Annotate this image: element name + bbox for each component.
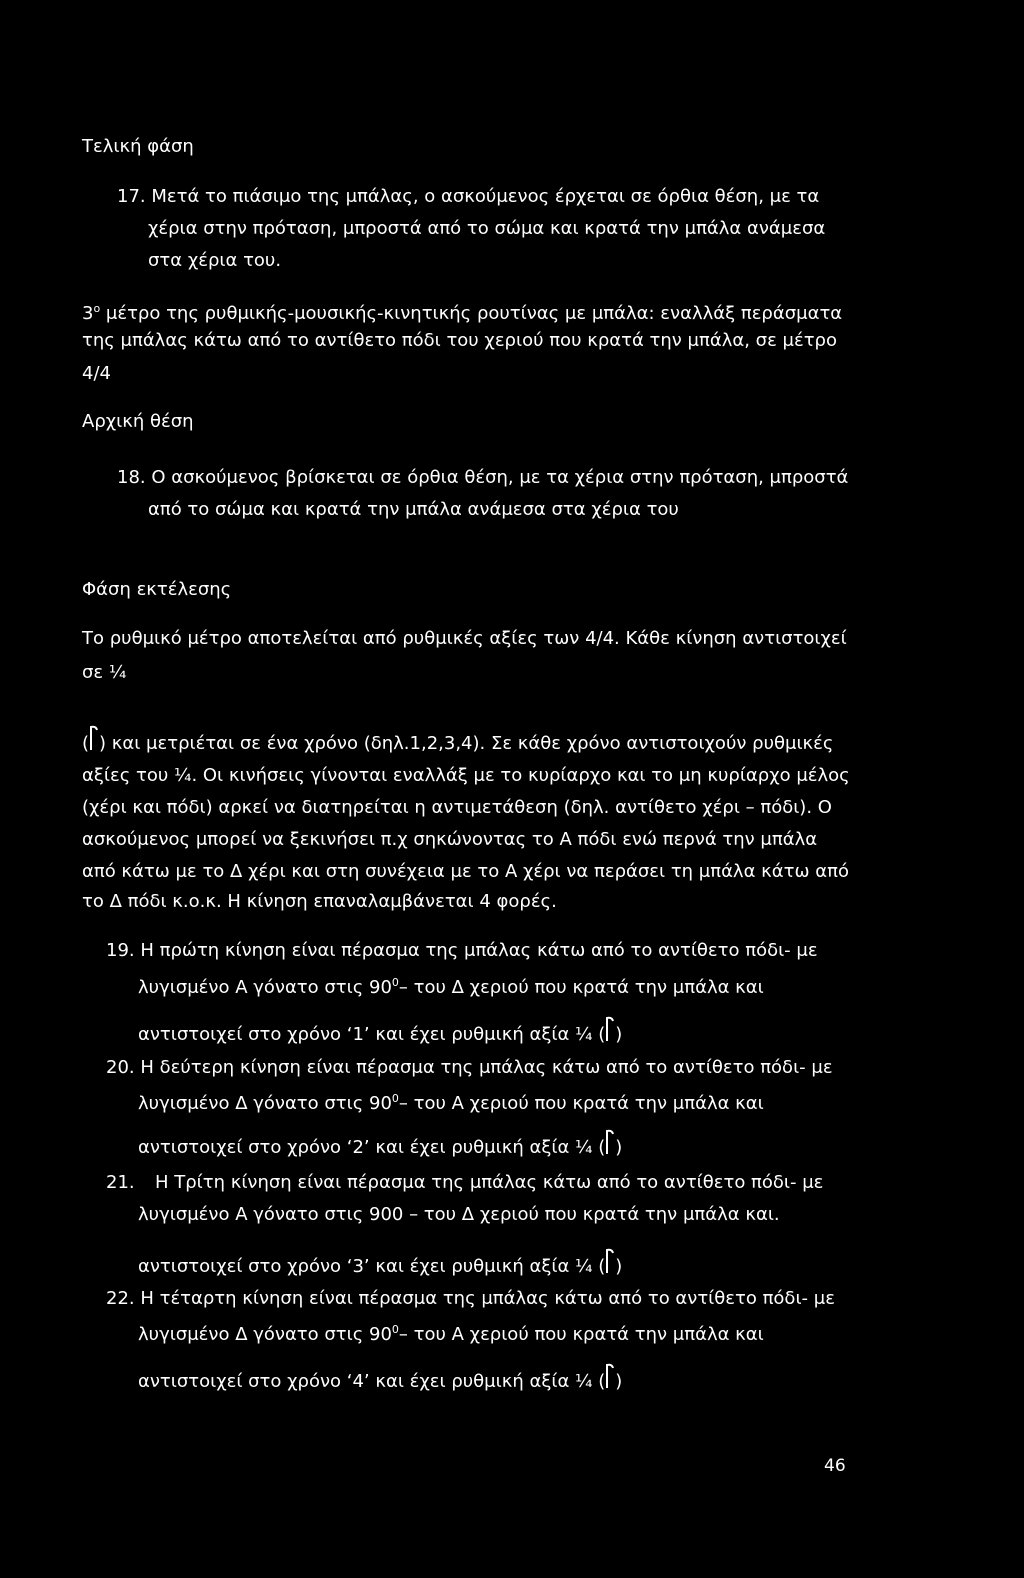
item-21-line-2: λυγισμένο Α γόνατο στις 900 – του Δ χεριού που κρατά την μπάλα και. [138, 1204, 780, 1225]
execution-p2-line-1-text: ) και μετριέται σε ένα χρόνο (δηλ.1,2,3,4). Σε κάθε χρόνο αντιστοιχούν ρυθμικές [99, 733, 834, 754]
item-21-line-3a: αντιστοιχεί στο χρόνο ‘3’ και έχει ρυθμική αξία ¼ ( [138, 1256, 606, 1277]
item-22-line-2a: λυγισμένο Δ γόνατο στις 90 [138, 1324, 392, 1345]
item-20-line-2a: λυγισμένο Δ γόνατο στις 90 [138, 1093, 392, 1114]
item-17-line-2: χέρια στην πρόταση, μπροστά από το σώμα και κρατά την μπάλα ανάμεσα [148, 218, 826, 239]
meter-3-line-1 [82, 297, 842, 326]
page-number: 46 [824, 1456, 846, 1476]
item-19-line-3 [138, 1023, 622, 1047]
execution-p2-line-6: το Δ πόδι κ.ο.κ. Η κίνηση επαναλαμβάνεται 4 φορές. [82, 891, 557, 912]
item-20-line-2 [138, 1087, 764, 1116]
item-22-line-2b: – του Α χεριού που κρατά την μπάλα και [398, 1324, 764, 1345]
item-21-number: 21. [106, 1172, 135, 1193]
item-19-line-1: 19. Η πρώτη κίνηση είναι πέρασμα της μπάλας κάτω από το αντίθετο πόδι- με [106, 940, 818, 961]
item-20-superscript: 0 [391, 1092, 399, 1105]
item-18-line-1: 18. Ο ασκούμενος βρίσκεται σε όρθια θέση, με τα χέρια στην πρόταση, μπροστά [117, 467, 849, 488]
item-22-line-3 [138, 1370, 622, 1394]
execution-p1-line-2: σε ¼ [82, 662, 127, 683]
item-19-line-3b: ) [615, 1024, 623, 1045]
item-22-line-3a: αντιστοιχεί στο χρόνο ‘4’ και έχει ρυθμική αξία ¼ ( [138, 1371, 606, 1392]
item-19-superscript: 0 [391, 976, 399, 989]
item-21-line-1: Η Τρίτη κίνηση είναι πέρασμα της μπάλας κάτω από το αντίθετο πόδι- με [155, 1172, 824, 1193]
item-22-line-3b: ) [615, 1371, 623, 1392]
item-21-line-3 [138, 1255, 622, 1279]
meter-3-line-2: της μπάλας κάτω από το αντίθετο πόδι του χεριού που κρατά την μπάλα, σε μέτρο [82, 330, 837, 351]
meter-3-line-1-text: μέτρο της ρυθμικής-μουσικής-κινητικής ρουτίνας με μπάλα: εναλλάξ περάσματα [100, 303, 843, 324]
final-phase-heading: Τελική φάση [82, 136, 194, 157]
item-18-line-2: από το σώμα και κρατά την μπάλα ανάμεσα στα χέρια του [148, 499, 679, 520]
execution-p2-line-1 [82, 732, 833, 756]
meter-3-superscript: ο [93, 302, 101, 315]
quarter-note-icon [605, 1256, 615, 1274]
execution-p2-line-4: ασκούμενος μπορεί να ξεκινήσει π.χ σηκώνοντας το Α πόδι ενώ περνά την μπάλα [82, 829, 818, 850]
execution-phase-heading: Φάση εκτέλεσης [82, 579, 232, 600]
item-20-line-2b: – του Α χεριού που κρατά την μπάλα και [398, 1093, 764, 1114]
item-20-line-3 [138, 1136, 622, 1160]
meter-3-number: 3 [82, 303, 94, 324]
item-19-line-2b: – του Δ χεριού που κρατά την μπάλα και [398, 977, 764, 998]
item-21-line-3b: ) [615, 1256, 623, 1277]
quarter-note-icon [605, 1137, 615, 1155]
execution-p1-line-1: Το ρυθμικό μέτρο αποτελείται από ρυθμικές αξίες των 4/4. Κάθε κίνηση αντιστοιχεί [82, 628, 847, 649]
item-19-line-3a: αντιστοιχεί στο χρόνο ‘1’ και έχει ρυθμική αξία ¼ ( [138, 1024, 606, 1045]
item-19-line-2 [138, 971, 764, 1000]
initial-position-heading: Αρχική θέση [82, 411, 194, 432]
item-17-line-1: 17. Μετά το πιάσιμο της μπάλας, ο ασκούμενος έρχεται σε όρθια θέση, με τα [117, 186, 820, 207]
item-20-line-3a: αντιστοιχεί στο χρόνο ‘2’ και έχει ρυθμική αξία ¼ ( [138, 1137, 606, 1158]
item-20-line-3b: ) [615, 1137, 623, 1158]
execution-p2-line-2: αξίες του ¼. Οι κινήσεις γίνονται εναλλάξ με το κυρίαρχο και το μη κυρίαρχο μέλος [82, 765, 850, 786]
item-22-line-1: 22. Η τέταρτη κίνηση είναι πέρασμα της μπάλας κάτω από το αντίθετο πόδι- με [106, 1288, 835, 1309]
quarter-note-icon [89, 733, 99, 751]
item-22-superscript: 0 [391, 1323, 399, 1336]
quarter-note-icon [605, 1024, 615, 1042]
execution-p2-line-3: (χέρι και πόδι) αρκεί να διατηρείται η αντιμετάθεση (δηλ. αντίθετο χέρι – πόδι). Ο [82, 797, 832, 818]
open-paren: ( [82, 733, 90, 754]
meter-3-line-3: 4/4 [82, 363, 111, 384]
item-20-line-1: 20. Η δεύτερη κίνηση είναι πέρασμα της μπάλας κάτω από το αντίθετο πόδι- με [106, 1057, 833, 1078]
quarter-note-icon [605, 1371, 615, 1389]
execution-p2-line-5: από κάτω με το Δ χέρι και στη συνέχεια με το Α χέρι να περάσει τη μπάλα κάτω από [82, 861, 849, 882]
item-17-line-3: στα χέρια του. [148, 250, 282, 271]
item-22-line-2 [138, 1318, 764, 1347]
item-19-line-2a: λυγισμένο Α γόνατο στις 90 [138, 977, 392, 998]
